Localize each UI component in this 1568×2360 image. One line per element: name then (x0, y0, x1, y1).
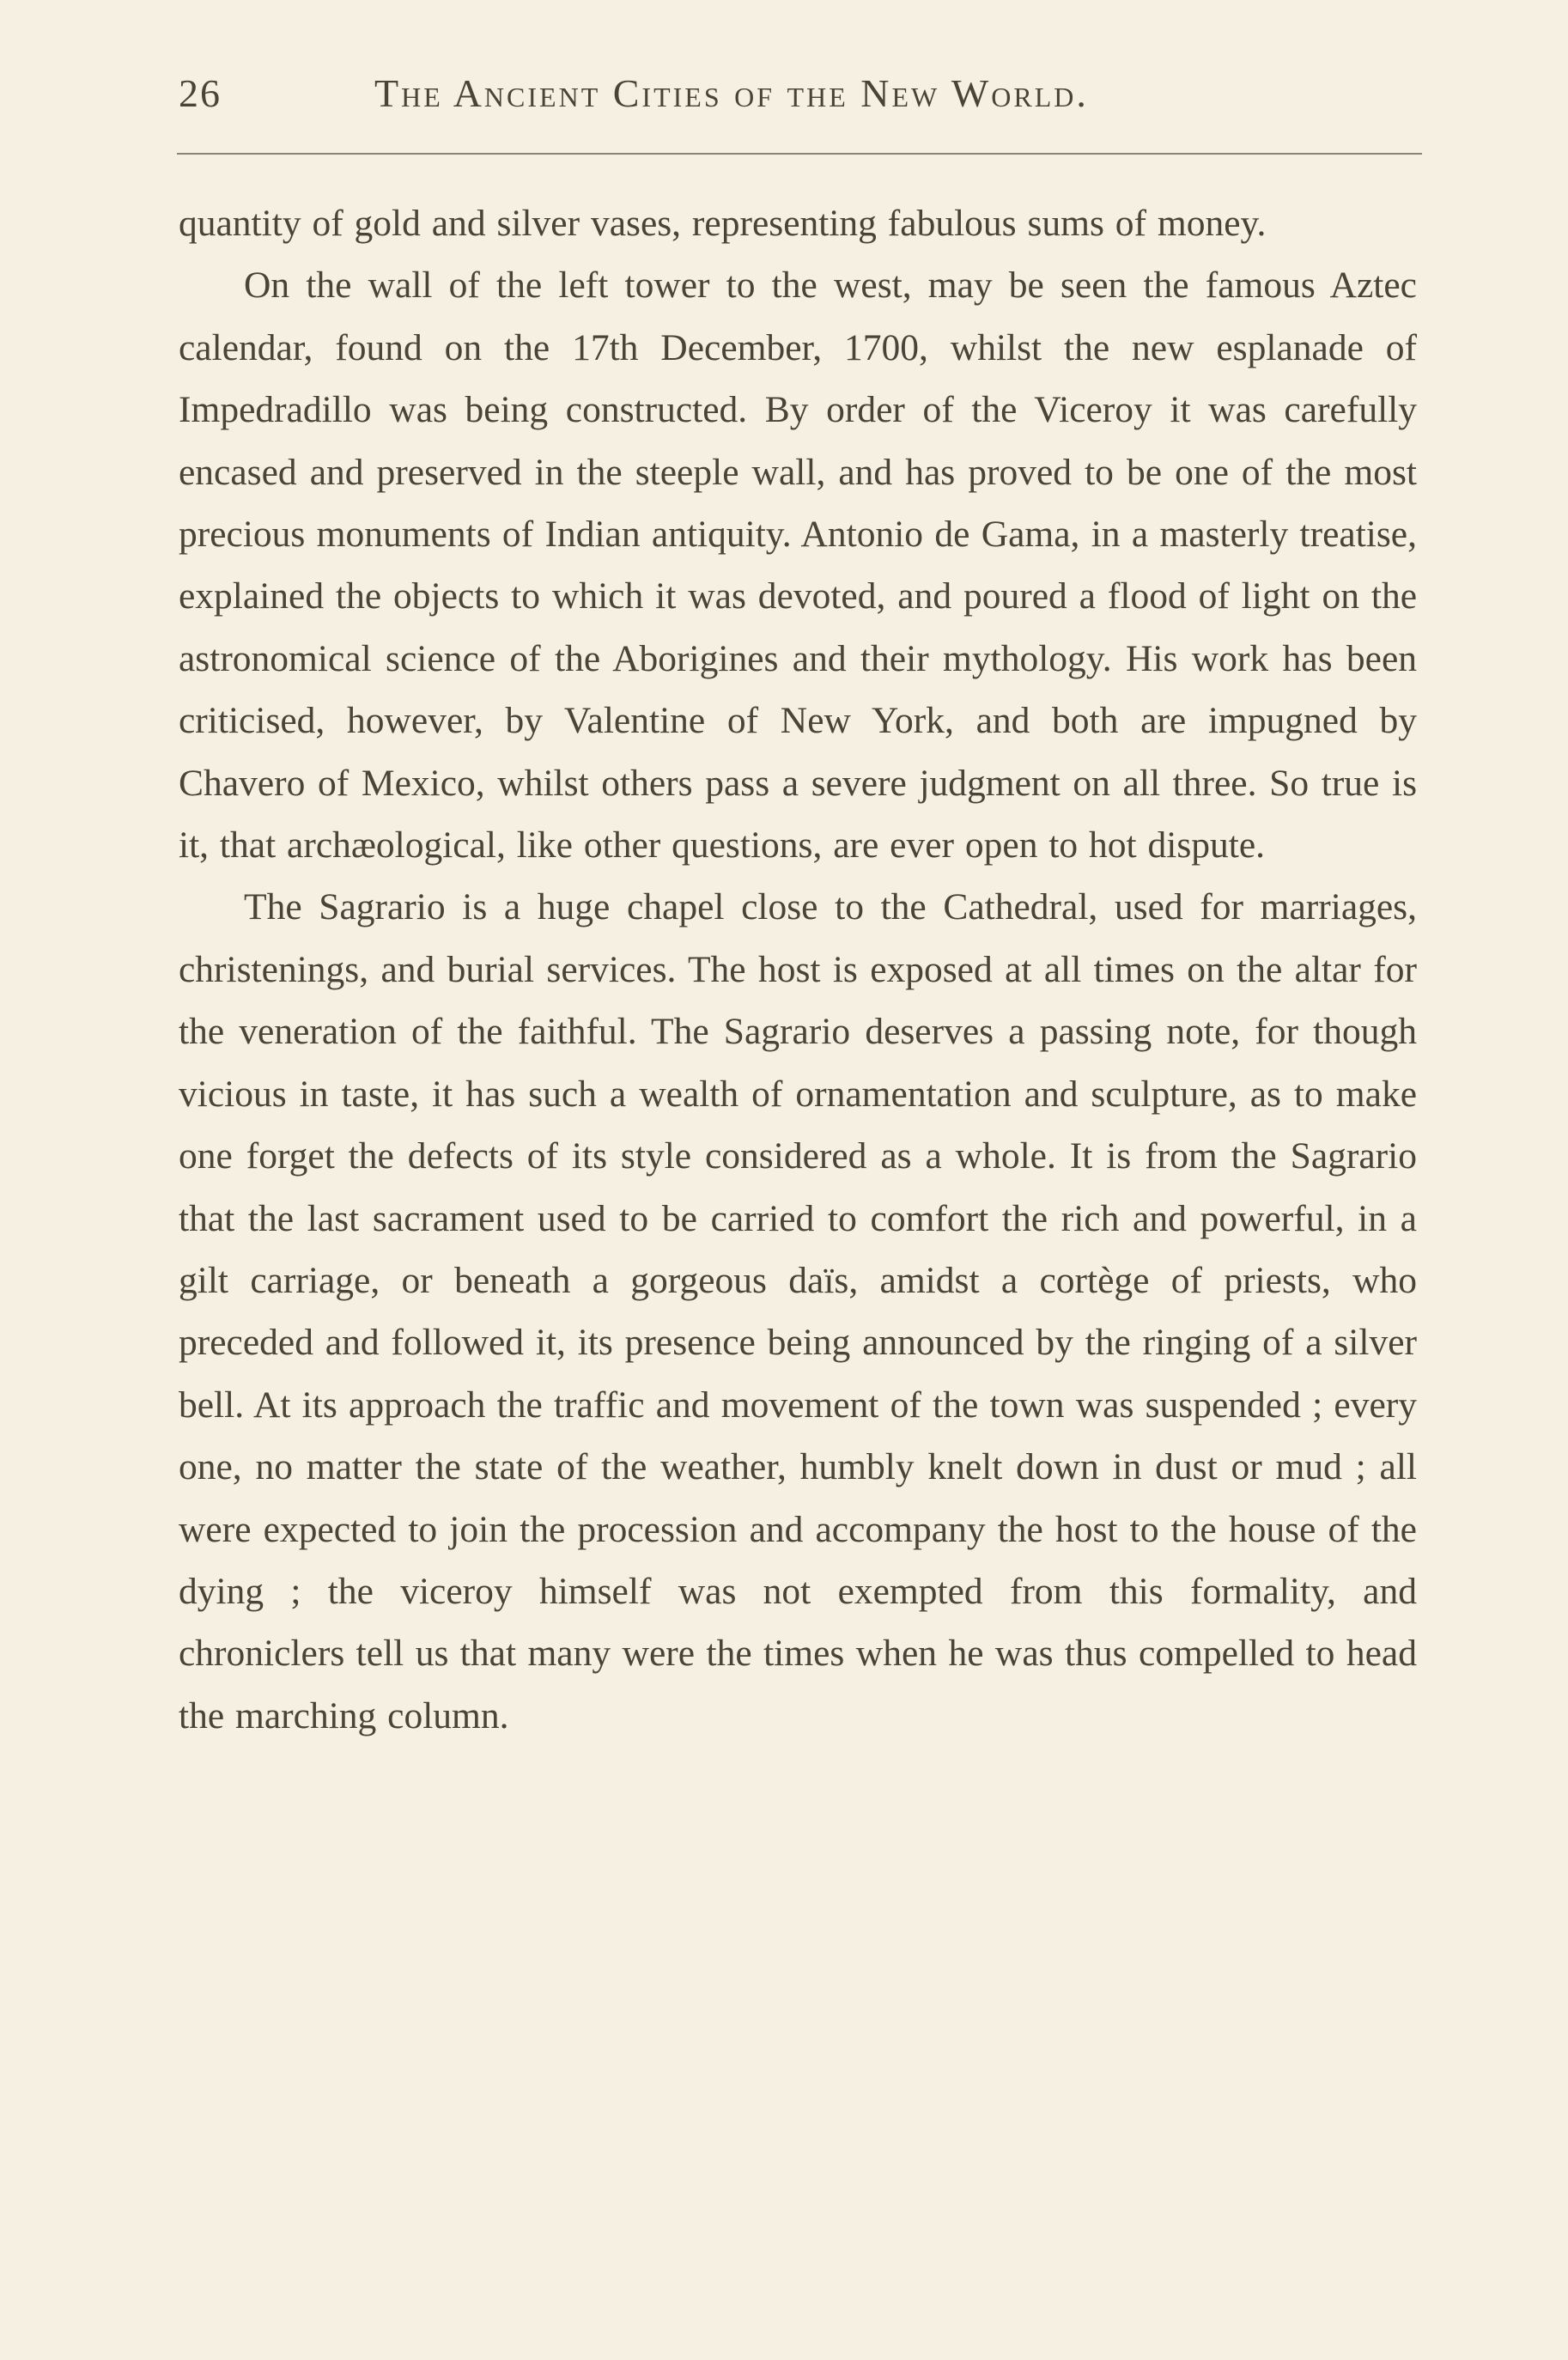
body-text (179, 192, 1417, 1747)
running-title: The Ancient Cities of the New World. (374, 71, 1089, 115)
page-number: 26 (179, 71, 222, 115)
paragraph-aztec-calendar: On the wall of the left tower to the west, may be seen the famous Aztec calendar, found on the 17th December, 1700, whilst the new esplanade of Impedradillo was being constructed. By order of the Viceroy it was carefully encased and preserved in the steeple wall, and has proved to be one of the most precious monuments of Indian antiquity. Antonio de Gama, in a masterly treatise, explained the objects to which it was devoted, and poured a flood of light on the astronomical science of the Aborigines and their mythology. His work has been criticised, however, by Valentine of New York, and both are impugned by Chavero of Mexico, whilst others pass a severe judgment on all three. So true is it, that archæological, like other questions, are ever open to hot dispute. (179, 265, 1417, 867)
paragraph-sagrario: The Sagrario is a huge chapel close to the Cathedral, used for marriages, christenings, and burial services. The host is exposed at all times on the altar for the veneration of the faithful. The Sagrario deserves a passing note, for though vicious in taste, it has such a wealth of ornamentation and sculpture, as to make one forget the defects of its style considered as a whole. It is from the Sagrario that the last sacrament used to be carried to comfort the rich and powerful, in a gilt carriage, or beneath a gorgeous daïs, amidst a cortège of priests, who preceded and followed it, its presence being announced by the ringing of a silver bell. At its approach the traffic and movement of the town was suspended ; every one, no matter the state of the weather, humbly knelt down in dust or mud ; all were expected to join the procession and accompany the host to the house of the dying ; the viceroy himself was not exempted from this formality, and chroniclers tell us that many were the times when he was thus compelled to head the marching column. (179, 886, 1417, 1737)
paragraph-continuation: quantity of gold and silver vases, representing fabulous sums of money. (179, 203, 1267, 244)
running-head (179, 70, 1415, 131)
header-rule (177, 153, 1422, 155)
